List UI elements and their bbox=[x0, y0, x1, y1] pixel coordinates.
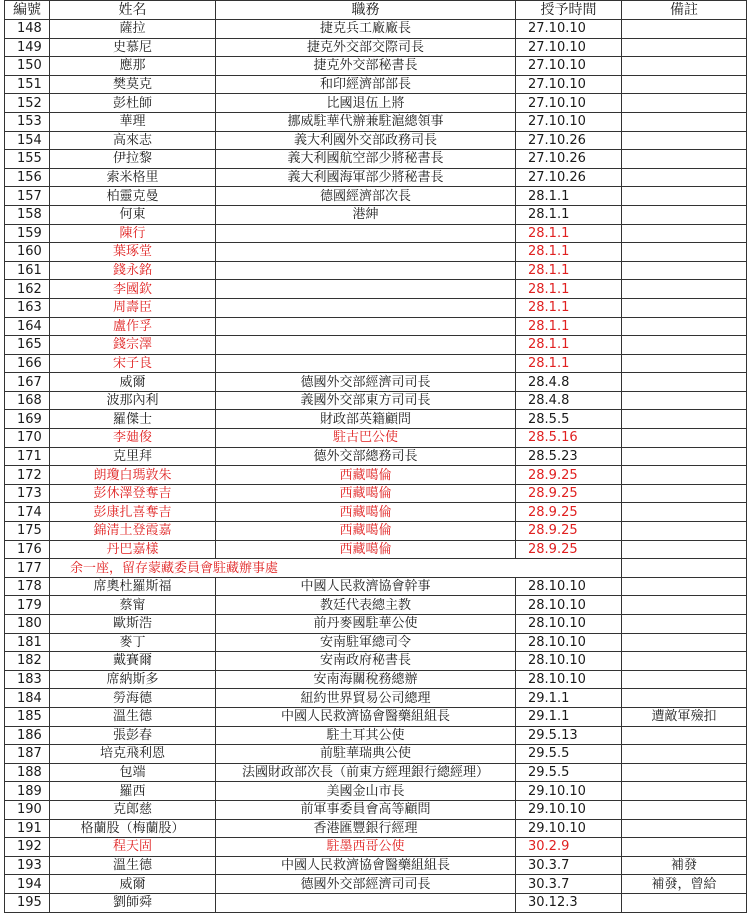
cell-id: 179 bbox=[5, 596, 50, 615]
cell-note bbox=[622, 596, 747, 615]
cell-note bbox=[622, 819, 747, 838]
cell-name: 彭休澤登奪吉 bbox=[50, 484, 216, 503]
cell-note bbox=[622, 503, 747, 522]
cell-note bbox=[622, 112, 747, 131]
cell-name: 張彭春 bbox=[50, 726, 216, 745]
cell-id: 192 bbox=[5, 838, 50, 857]
cell-name: 蔡甯 bbox=[50, 596, 216, 615]
cell-note bbox=[622, 893, 747, 912]
cell-note bbox=[622, 317, 747, 336]
cell-name: 錢永銘 bbox=[50, 261, 216, 280]
table-row bbox=[5, 763, 747, 782]
cell-note bbox=[622, 484, 747, 503]
cell-id: 149 bbox=[5, 38, 50, 57]
cell-date: 27.10.26 bbox=[516, 131, 622, 150]
cell-note bbox=[622, 466, 747, 485]
table-row bbox=[5, 670, 747, 689]
cell-date: 29.10.10 bbox=[516, 819, 622, 838]
cell-note bbox=[622, 652, 747, 671]
cell-name: 席奧杜羅斯福 bbox=[50, 577, 216, 596]
cell-note: 補發，曾給 bbox=[622, 875, 747, 894]
table-row bbox=[5, 577, 747, 596]
cell-id: 190 bbox=[5, 800, 50, 819]
table-row bbox=[5, 168, 747, 187]
cell-note bbox=[622, 800, 747, 819]
cell-name: 羅傑士 bbox=[50, 410, 216, 429]
cell-date: 27.10.26 bbox=[516, 150, 622, 169]
cell-note bbox=[622, 298, 747, 317]
cell-date: 30.3.7 bbox=[516, 856, 622, 875]
cell-duty: 西藏噶倫 bbox=[216, 484, 516, 503]
table-row bbox=[5, 298, 747, 317]
cell-name: 威爾 bbox=[50, 373, 216, 392]
cell-name: 陳行 bbox=[50, 224, 216, 243]
header-row bbox=[5, 1, 747, 20]
cell-id: 158 bbox=[5, 205, 50, 224]
cell-name: 波那內利 bbox=[50, 391, 216, 410]
cell-date: 29.5.5 bbox=[516, 745, 622, 764]
cell-id: 176 bbox=[5, 540, 50, 559]
cell-date: 28.10.10 bbox=[516, 577, 622, 596]
cell-note bbox=[622, 75, 747, 94]
header-duty: 職務 bbox=[216, 1, 516, 20]
cell-date: 28.1.1 bbox=[516, 243, 622, 262]
cell-name: 培克飛利恩 bbox=[50, 745, 216, 764]
cell-id: 185 bbox=[5, 707, 50, 726]
cell-name: 華理 bbox=[50, 112, 216, 131]
table-row bbox=[5, 317, 747, 336]
cell-date: 30.3.7 bbox=[516, 875, 622, 894]
table-row bbox=[5, 800, 747, 819]
cell-id: 155 bbox=[5, 150, 50, 169]
cell-name: 薩拉 bbox=[50, 20, 216, 39]
cell-date: 28.1.1 bbox=[516, 187, 622, 206]
cell-duty: 駐土耳其公使 bbox=[216, 726, 516, 745]
cell-id: 174 bbox=[5, 503, 50, 522]
cell-duty bbox=[216, 243, 516, 262]
cell-id: 195 bbox=[5, 893, 50, 912]
cell-id: 169 bbox=[5, 410, 50, 429]
cell-date: 29.10.10 bbox=[516, 782, 622, 801]
cell-note bbox=[622, 205, 747, 224]
table-row bbox=[5, 20, 747, 39]
cell-name: 麥丁 bbox=[50, 633, 216, 652]
cell-name: 應那 bbox=[50, 57, 216, 76]
cell-duty bbox=[216, 336, 516, 355]
cell-date: 27.10.10 bbox=[516, 57, 622, 76]
table-row bbox=[5, 261, 747, 280]
cell-duty: 前軍事委員會高等顧問 bbox=[216, 800, 516, 819]
cell-name: 威爾 bbox=[50, 875, 216, 894]
cell-id: 167 bbox=[5, 373, 50, 392]
cell-id: 173 bbox=[5, 484, 50, 503]
cell-duty: 美國金山市長 bbox=[216, 782, 516, 801]
cell-name: 彭康扎喜奪吉 bbox=[50, 503, 216, 522]
cell-name: 史慕尼 bbox=[50, 38, 216, 57]
honor-table bbox=[4, 0, 747, 913]
cell-note bbox=[622, 243, 747, 262]
table-row bbox=[5, 819, 747, 838]
cell-duty: 德國經濟部次長 bbox=[216, 187, 516, 206]
cell-duty: 德國外交部經濟司司長 bbox=[216, 875, 516, 894]
cell-id: 166 bbox=[5, 354, 50, 373]
cell-note bbox=[622, 20, 747, 39]
cell-note bbox=[622, 559, 747, 578]
table-row bbox=[5, 893, 747, 912]
cell-duty bbox=[216, 317, 516, 336]
cell-id: 191 bbox=[5, 819, 50, 838]
cell-duty: 義大利國航空部少將秘書長 bbox=[216, 150, 516, 169]
cell-date: 28.10.10 bbox=[516, 596, 622, 615]
cell-id: 171 bbox=[5, 447, 50, 466]
table-row bbox=[5, 131, 747, 150]
cell-name: 朗瓊白瑪敦朱 bbox=[50, 466, 216, 485]
cell-id: 170 bbox=[5, 429, 50, 448]
cell-note bbox=[622, 745, 747, 764]
cell-id: 182 bbox=[5, 652, 50, 671]
cell-date: 28.4.8 bbox=[516, 373, 622, 392]
cell-duty: 前駐華瑞典公使 bbox=[216, 745, 516, 764]
cell-name: 周壽臣 bbox=[50, 298, 216, 317]
table-row bbox=[5, 94, 747, 113]
cell-date: 27.10.10 bbox=[516, 38, 622, 57]
cell-duty: 港紳 bbox=[216, 205, 516, 224]
header-id: 編號 bbox=[5, 1, 50, 20]
cell-id: 153 bbox=[5, 112, 50, 131]
table-row bbox=[5, 38, 747, 57]
cell-date: 27.10.10 bbox=[516, 20, 622, 39]
cell-id: 187 bbox=[5, 745, 50, 764]
table-row bbox=[5, 745, 747, 764]
table-row bbox=[5, 503, 747, 522]
cell-note bbox=[622, 187, 747, 206]
cell-name: 盧作孚 bbox=[50, 317, 216, 336]
cell-name: 格蘭股（梅蘭股） bbox=[50, 819, 216, 838]
cell-name: 錢宗澤 bbox=[50, 336, 216, 355]
cell-note bbox=[622, 577, 747, 596]
cell-duty: 捷克外交部秘書長 bbox=[216, 57, 516, 76]
cell-note bbox=[622, 689, 747, 708]
cell-id: 177 bbox=[5, 559, 50, 578]
table-row bbox=[5, 447, 747, 466]
cell-id: 165 bbox=[5, 336, 50, 355]
cell-note bbox=[622, 410, 747, 429]
cell-name: 克里拜 bbox=[50, 447, 216, 466]
cell-note bbox=[622, 391, 747, 410]
cell-name: 葉琢堂 bbox=[50, 243, 216, 262]
cell-duty: 安南海關稅務總辦 bbox=[216, 670, 516, 689]
cell-duty: 安南駐軍總司令 bbox=[216, 633, 516, 652]
cell-date: 28.10.10 bbox=[516, 615, 622, 634]
cell-note bbox=[622, 838, 747, 857]
table-row bbox=[5, 838, 747, 857]
cell-date: 27.10.10 bbox=[516, 94, 622, 113]
cell-duty: 德國外交部經濟司司長 bbox=[216, 373, 516, 392]
cell-date: 29.1.1 bbox=[516, 689, 622, 708]
table-row bbox=[5, 373, 747, 392]
cell-id: 175 bbox=[5, 522, 50, 541]
cell-duty: 教廷代表總主教 bbox=[216, 596, 516, 615]
cell-note bbox=[622, 373, 747, 392]
cell-date: 29.5.13 bbox=[516, 726, 622, 745]
cell-note bbox=[622, 94, 747, 113]
cell-id: 162 bbox=[5, 280, 50, 299]
cell-duty: 西藏噶倫 bbox=[216, 503, 516, 522]
cell-name: 何東 bbox=[50, 205, 216, 224]
cell-note: 補發 bbox=[622, 856, 747, 875]
cell-note bbox=[622, 57, 747, 76]
cell-duty bbox=[216, 280, 516, 299]
cell-id: 150 bbox=[5, 57, 50, 76]
cell-name: 席納斯多 bbox=[50, 670, 216, 689]
cell-id: 193 bbox=[5, 856, 50, 875]
cell-id: 148 bbox=[5, 20, 50, 39]
table-body bbox=[5, 20, 747, 913]
table-row bbox=[5, 391, 747, 410]
cell-name: 錦清土登霞嘉 bbox=[50, 522, 216, 541]
table-row bbox=[5, 336, 747, 355]
table-row bbox=[5, 633, 747, 652]
cell-date: 28.1.1 bbox=[516, 317, 622, 336]
cell-date: 28.9.25 bbox=[516, 540, 622, 559]
cell-id: 159 bbox=[5, 224, 50, 243]
cell-merged-note: 余一座，留存蒙藏委員會駐藏辦事處 bbox=[50, 559, 622, 578]
table-row bbox=[5, 410, 747, 429]
cell-name: 戴賽爾 bbox=[50, 652, 216, 671]
cell-duty: 紐約世界貿易公司總理 bbox=[216, 689, 516, 708]
cell-date: 27.10.10 bbox=[516, 75, 622, 94]
cell-duty: 挪威駐華代辦兼駐滬總領事 bbox=[216, 112, 516, 131]
cell-duty: 義大利國外交部政務司長 bbox=[216, 131, 516, 150]
table-row bbox=[5, 205, 747, 224]
cell-name: 樊莫克 bbox=[50, 75, 216, 94]
cell-date: 27.10.10 bbox=[516, 112, 622, 131]
cell-date: 29.10.10 bbox=[516, 800, 622, 819]
cell-note: 遭敵軍殮扣 bbox=[622, 707, 747, 726]
cell-date: 28.5.5 bbox=[516, 410, 622, 429]
cell-date: 28.1.1 bbox=[516, 354, 622, 373]
table-row bbox=[5, 540, 747, 559]
cell-date: 28.10.10 bbox=[516, 670, 622, 689]
table-row bbox=[5, 615, 747, 634]
cell-name: 李國欽 bbox=[50, 280, 216, 299]
cell-name: 丹巴嘉樣 bbox=[50, 540, 216, 559]
cell-duty bbox=[216, 893, 516, 912]
cell-duty: 捷克兵工廠廠長 bbox=[216, 20, 516, 39]
cell-note bbox=[622, 336, 747, 355]
cell-name: 溫生德 bbox=[50, 856, 216, 875]
cell-id: 181 bbox=[5, 633, 50, 652]
cell-id: 156 bbox=[5, 168, 50, 187]
cell-id: 194 bbox=[5, 875, 50, 894]
cell-duty bbox=[216, 224, 516, 243]
cell-duty: 義國外交部東方司司長 bbox=[216, 391, 516, 410]
cell-note bbox=[622, 540, 747, 559]
cell-note bbox=[622, 763, 747, 782]
cell-id: 161 bbox=[5, 261, 50, 280]
cell-name: 宋子良 bbox=[50, 354, 216, 373]
cell-duty: 財政部英籍顧問 bbox=[216, 410, 516, 429]
cell-note bbox=[622, 429, 747, 448]
cell-id: 168 bbox=[5, 391, 50, 410]
cell-note bbox=[622, 354, 747, 373]
header-note: 備註 bbox=[622, 1, 747, 20]
cell-date: 28.4.8 bbox=[516, 391, 622, 410]
table-row bbox=[5, 280, 747, 299]
cell-note bbox=[622, 782, 747, 801]
cell-duty bbox=[216, 298, 516, 317]
header-name: 姓名 bbox=[50, 1, 216, 20]
cell-date: 28.1.1 bbox=[516, 298, 622, 317]
table-row bbox=[5, 150, 747, 169]
table-row bbox=[5, 875, 747, 894]
cell-date: 28.1.1 bbox=[516, 336, 622, 355]
cell-name: 勞海德 bbox=[50, 689, 216, 708]
table-row bbox=[5, 75, 747, 94]
cell-id: 189 bbox=[5, 782, 50, 801]
table-row bbox=[5, 187, 747, 206]
cell-date: 28.1.1 bbox=[516, 224, 622, 243]
cell-date: 28.1.1 bbox=[516, 261, 622, 280]
cell-date: 28.9.25 bbox=[516, 466, 622, 485]
cell-name: 索米格里 bbox=[50, 168, 216, 187]
cell-duty: 駐古巴公使 bbox=[216, 429, 516, 448]
cell-id: 154 bbox=[5, 131, 50, 150]
table-row bbox=[5, 689, 747, 708]
cell-note bbox=[622, 38, 747, 57]
table-row bbox=[5, 652, 747, 671]
cell-name: 柏靈克曼 bbox=[50, 187, 216, 206]
table-row bbox=[5, 57, 747, 76]
table-row bbox=[5, 596, 747, 615]
cell-name: 高來志 bbox=[50, 131, 216, 150]
cell-id: 157 bbox=[5, 187, 50, 206]
cell-name: 彭杜師 bbox=[50, 94, 216, 113]
cell-date: 28.5.23 bbox=[516, 447, 622, 466]
cell-id: 186 bbox=[5, 726, 50, 745]
cell-note bbox=[622, 261, 747, 280]
cell-date: 30.12.3 bbox=[516, 893, 622, 912]
cell-duty: 西藏噶倫 bbox=[216, 466, 516, 485]
cell-duty: 中國人民救濟協會幹事 bbox=[216, 577, 516, 596]
table-row bbox=[5, 243, 747, 262]
cell-duty: 中國人民救濟協會醫藥組組長 bbox=[216, 707, 516, 726]
cell-duty: 前丹麥國駐華公使 bbox=[216, 615, 516, 634]
cell-note bbox=[622, 224, 747, 243]
table-row bbox=[5, 522, 747, 541]
cell-duty: 西藏噶倫 bbox=[216, 540, 516, 559]
cell-id: 183 bbox=[5, 670, 50, 689]
cell-duty: 駐墨西哥公使 bbox=[216, 838, 516, 857]
cell-id: 172 bbox=[5, 466, 50, 485]
table-row bbox=[5, 112, 747, 131]
cell-duty: 中國人民救濟協會醫藥組組長 bbox=[216, 856, 516, 875]
header-date: 授予時間 bbox=[516, 1, 622, 20]
cell-note bbox=[622, 447, 747, 466]
cell-id: 152 bbox=[5, 94, 50, 113]
cell-duty: 比國退伍上將 bbox=[216, 94, 516, 113]
cell-name: 羅西 bbox=[50, 782, 216, 801]
cell-duty: 和印經濟部部長 bbox=[216, 75, 516, 94]
cell-duty: 西藏噶倫 bbox=[216, 522, 516, 541]
cell-duty bbox=[216, 354, 516, 373]
cell-note bbox=[622, 633, 747, 652]
cell-name: 李廸俊 bbox=[50, 429, 216, 448]
cell-name: 歐斯浩 bbox=[50, 615, 216, 634]
table-row bbox=[5, 466, 747, 485]
cell-duty: 德外交部總務司長 bbox=[216, 447, 516, 466]
cell-duty: 法國財政部次長（前東方經理銀行總經理） bbox=[216, 763, 516, 782]
cell-date: 28.5.16 bbox=[516, 429, 622, 448]
table-row bbox=[5, 782, 747, 801]
cell-duty: 義大利國海軍部少將秘書長 bbox=[216, 168, 516, 187]
table-row bbox=[5, 559, 747, 578]
cell-date: 28.9.25 bbox=[516, 484, 622, 503]
cell-id: 184 bbox=[5, 689, 50, 708]
cell-date: 29.1.1 bbox=[516, 707, 622, 726]
cell-id: 163 bbox=[5, 298, 50, 317]
cell-name: 伊拉黎 bbox=[50, 150, 216, 169]
cell-id: 151 bbox=[5, 75, 50, 94]
table-row bbox=[5, 707, 747, 726]
cell-note bbox=[622, 131, 747, 150]
cell-note bbox=[622, 150, 747, 169]
cell-duty bbox=[216, 261, 516, 280]
cell-note bbox=[622, 168, 747, 187]
cell-date: 28.10.10 bbox=[516, 652, 622, 671]
cell-name: 包端 bbox=[50, 763, 216, 782]
table-row bbox=[5, 726, 747, 745]
cell-note bbox=[622, 522, 747, 541]
cell-note bbox=[622, 670, 747, 689]
cell-note bbox=[622, 615, 747, 634]
cell-note bbox=[622, 726, 747, 745]
cell-duty: 安南政府秘書長 bbox=[216, 652, 516, 671]
cell-duty: 香港匯豐銀行經理 bbox=[216, 819, 516, 838]
table-row bbox=[5, 429, 747, 448]
cell-date: 27.10.26 bbox=[516, 168, 622, 187]
table-row bbox=[5, 856, 747, 875]
cell-id: 180 bbox=[5, 615, 50, 634]
cell-date: 28.9.25 bbox=[516, 503, 622, 522]
cell-id: 164 bbox=[5, 317, 50, 336]
table-row bbox=[5, 224, 747, 243]
cell-date: 28.1.1 bbox=[516, 280, 622, 299]
cell-id: 188 bbox=[5, 763, 50, 782]
cell-name: 克郎慈 bbox=[50, 800, 216, 819]
cell-date: 28.9.25 bbox=[516, 522, 622, 541]
cell-name: 溫生德 bbox=[50, 707, 216, 726]
cell-date: 29.5.5 bbox=[516, 763, 622, 782]
cell-date: 28.10.10 bbox=[516, 633, 622, 652]
cell-name: 劉師舜 bbox=[50, 893, 216, 912]
cell-date: 28.1.1 bbox=[516, 205, 622, 224]
cell-id: 160 bbox=[5, 243, 50, 262]
table-row bbox=[5, 354, 747, 373]
cell-date: 30.2.9 bbox=[516, 838, 622, 857]
table-row bbox=[5, 484, 747, 503]
cell-duty: 捷克外交部交際司長 bbox=[216, 38, 516, 57]
cell-id: 178 bbox=[5, 577, 50, 596]
cell-name: 程天固 bbox=[50, 838, 216, 857]
cell-note bbox=[622, 280, 747, 299]
